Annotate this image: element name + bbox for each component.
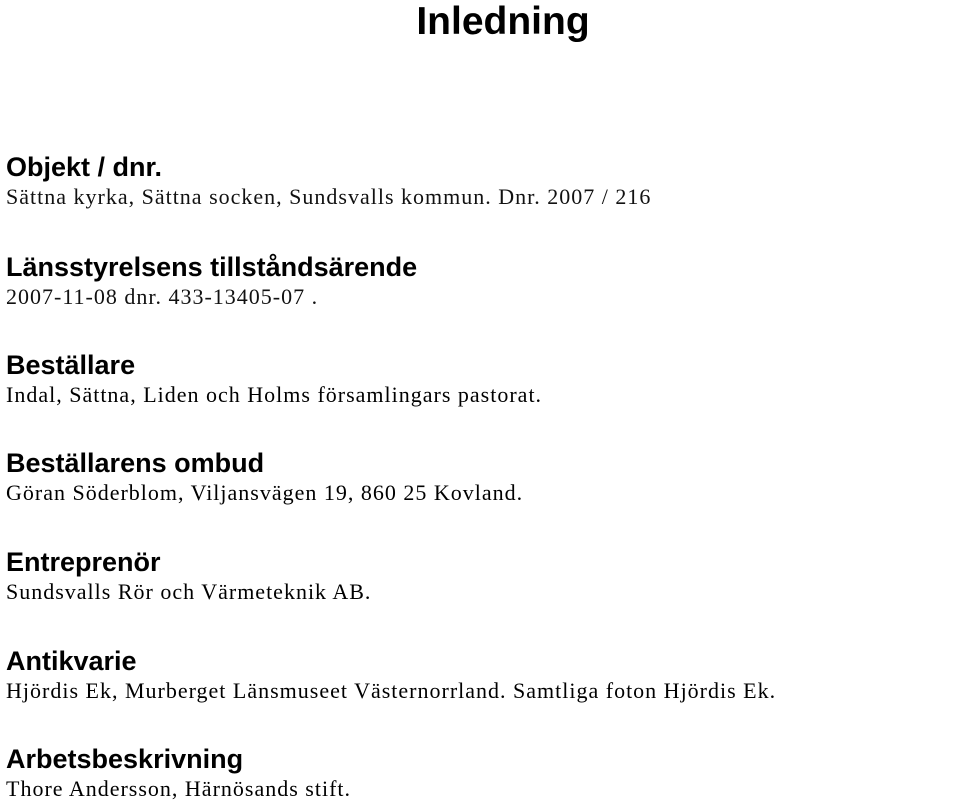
section-text-ombud: Göran Söderblom, Viljansvägen 19, 860 25 Kovland. [6, 480, 524, 505]
section-heading-antikvarie: Antikvarie [6, 646, 137, 676]
section-heading-objekt: Objekt / dnr. [6, 152, 163, 182]
section-objekt [6, 152, 956, 210]
section-text-arbetsbeskrivning: Thore Andersson, Härnösands stift. [6, 776, 352, 801]
section-arbetsbeskrivning [6, 744, 956, 802]
section-entreprenor [6, 547, 956, 605]
section-text-bestallare: Indal, Sättna, Liden och Holms församlingars pastorat. [6, 382, 543, 407]
section-heading-lansstyrelsen: Länsstyrelsens tillståndsärende [6, 252, 418, 282]
section-heading-bestallare: Beställare [6, 350, 136, 380]
page-title: Inledning [416, 0, 590, 43]
section-heading-ombud: Beställarens ombud [6, 448, 265, 478]
section-heading-arbetsbeskrivning: Arbetsbeskrivning [6, 744, 244, 774]
section-text-entreprenor: Sundsvalls Rör och Värmeteknik AB. [6, 579, 372, 604]
section-ombud [6, 448, 956, 506]
section-bestallare [6, 350, 956, 408]
section-heading-entreprenor: Entreprenör [6, 547, 161, 577]
section-text-antikvarie: Hjördis Ek, Murberget Länsmuseet Västernorrland. Samtliga foton Hjördis Ek. [6, 678, 777, 703]
section-antikvarie [6, 646, 956, 704]
section-lansstyrelsen [6, 252, 956, 310]
section-text-lansstyrelsen: 2007-11-08 dnr. 433-13405-07 . [6, 284, 319, 309]
section-text-objekt: Sättna kyrka, Sättna socken, Sundsvalls kommun. Dnr. 2007 / 216 [6, 184, 652, 209]
